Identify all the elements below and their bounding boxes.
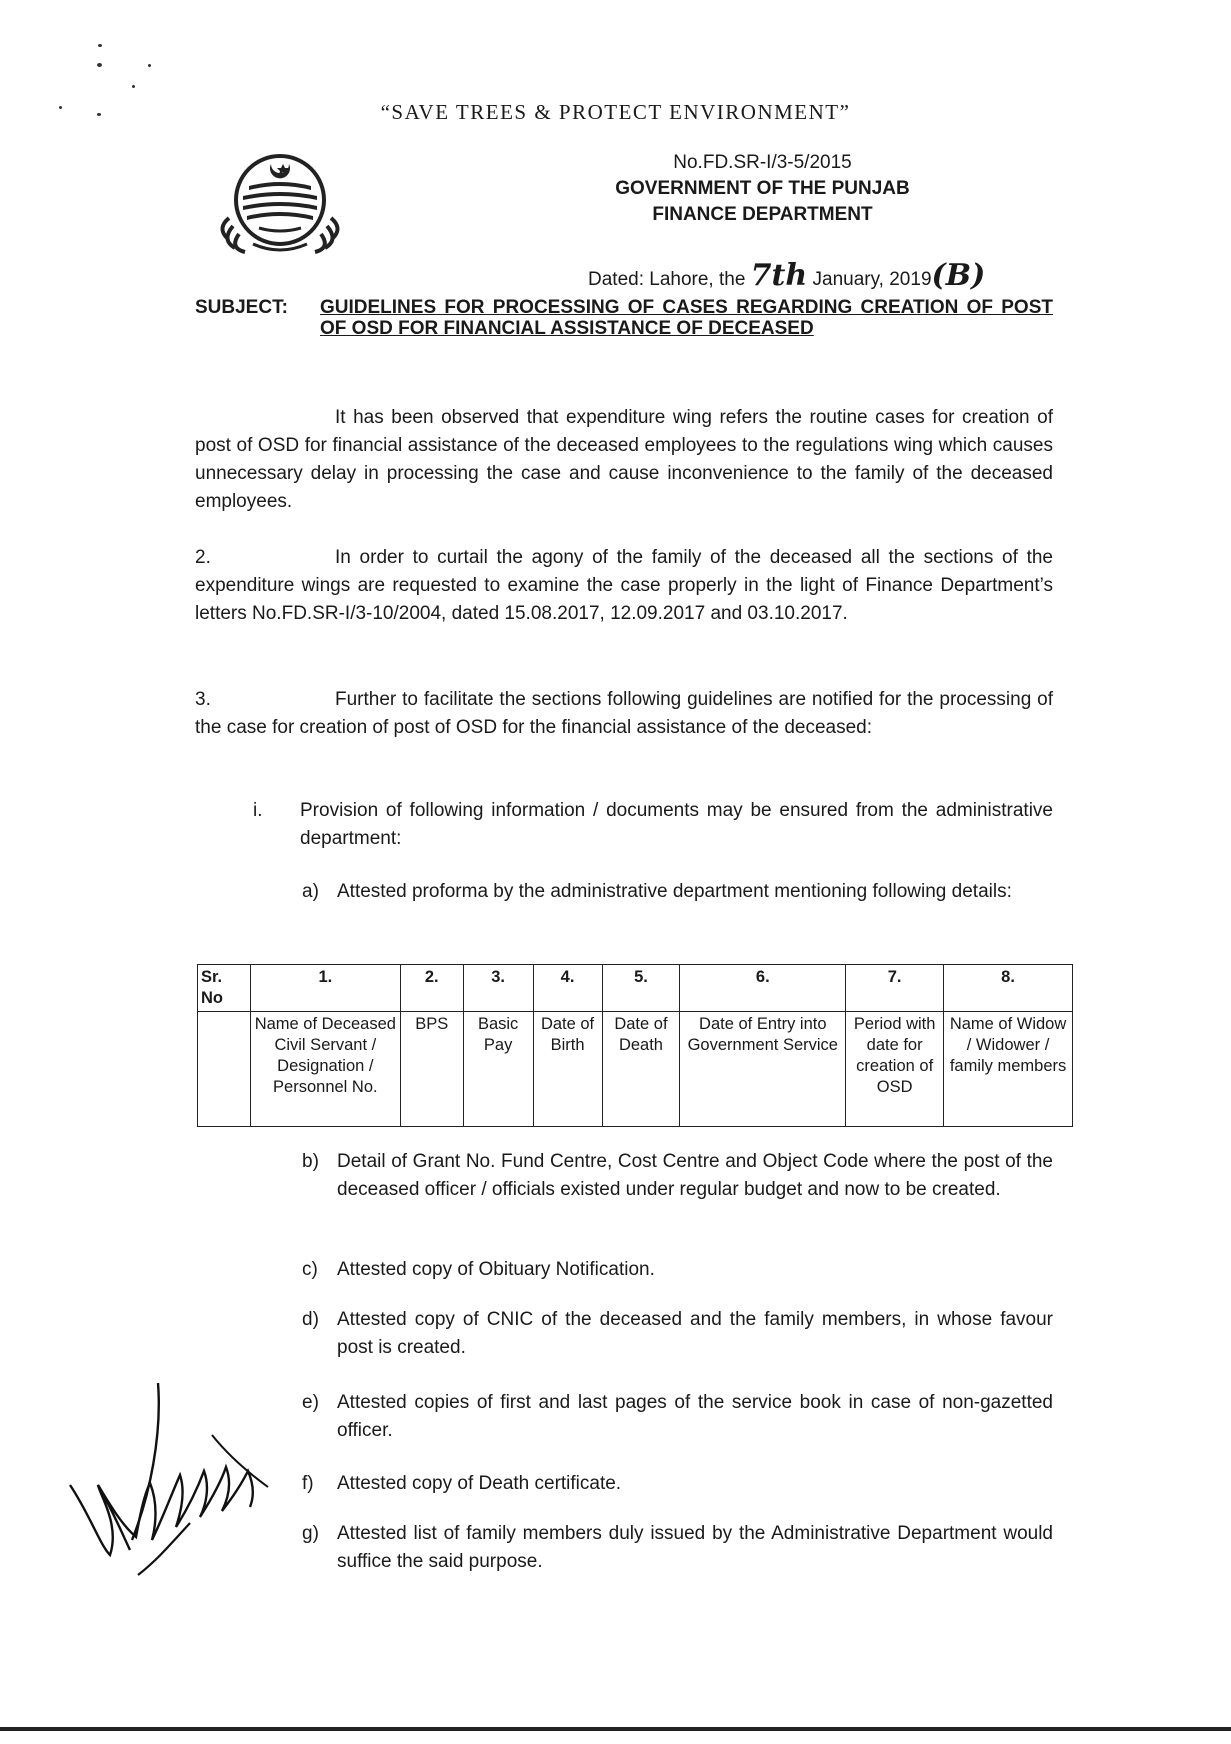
table-cell: BPS	[400, 1012, 463, 1127]
table-cell: Name of Deceased Civil Servant / Designation / Personnel No.	[250, 1012, 400, 1127]
table-header-cell: 3.	[463, 965, 533, 1012]
list-item-text: Detail of Grant No. Fund Centre, Cost Centre and Object Code where the post of the deceased officer / officials existed under regular budget and now to be created.	[337, 1151, 1053, 1200]
punjab-emblem	[213, 148, 347, 256]
table-row	[198, 1012, 1073, 1127]
list-marker: c)	[302, 1259, 318, 1280]
department-name: FINANCE DEPARTMENT	[652, 204, 873, 225]
table-header-cell: Sr. No	[198, 965, 251, 1012]
paragraph-2: 2. In order to curtail the agony of the family of the deceased all the sections of the expenditure wings are requested to examine the case properly in the light of Finance Department’s letters No.FD.SR-I/3-10/2004, dated 15.08.2017, 12.09.2017 and 03.10.2017.	[195, 547, 1053, 624]
list-marker: e)	[302, 1392, 319, 1413]
guideline-i-text: Provision of following information / documents may be ensured from the administrative department:	[300, 800, 1053, 849]
handwritten-suffix: (B)	[931, 258, 986, 293]
reference-number: No.FD.SR-I/3-5/2015	[673, 152, 852, 173]
list-item-text: Attested copy of Obituary Notification.	[337, 1259, 655, 1280]
table-cell	[198, 1012, 251, 1127]
guideline-i-marker: i.	[253, 800, 263, 821]
list-marker: b)	[302, 1151, 319, 1172]
month-year: January, 2019	[812, 269, 932, 290]
table-header-cell: 2.	[400, 965, 463, 1012]
subject-label: SUBJECT:	[195, 297, 288, 318]
scan-speck	[148, 64, 151, 67]
table-cell: Basic Pay	[463, 1012, 533, 1127]
table-header-cell: 1.	[250, 965, 400, 1012]
table-header-cell: 5.	[602, 965, 680, 1012]
bottom-scan-edge	[0, 1727, 1231, 1731]
table-cell: Date of Entry into Government Service	[680, 1012, 846, 1127]
list-marker: a)	[302, 881, 319, 902]
motto: “SAVE TREES & PROTECT ENVIRONMENT”	[380, 100, 851, 124]
proforma-table	[197, 964, 1073, 1127]
list-item-a	[302, 878, 1053, 906]
table-cell: Period with date for creation of OSD	[846, 1012, 944, 1127]
handwritten-signature	[40, 1375, 275, 1580]
list-item-text: Attested list of family members duly issued by the Administrative Department would suffice the said purpose.	[337, 1523, 1053, 1572]
table-cell: Date of Birth	[533, 1012, 602, 1127]
guideline-i	[253, 797, 1053, 853]
list-item-d	[302, 1306, 1053, 1362]
scan-speck	[97, 63, 102, 67]
paragraph-1: It has been observed that expenditure wing refers the routine cases for creation of post of OSD for financial assistance of the deceased employees to the regulations wing which causes unnecessary delay in processing the case and cause inconvenience to the family of the deceased employees.	[195, 407, 1053, 512]
handwritten-day: 7th	[750, 258, 808, 293]
table-cell: Name of Widow / Widower / family members	[944, 1012, 1073, 1127]
table-header-cell: 8.	[944, 965, 1073, 1012]
list-item-c	[302, 1256, 1053, 1284]
list-item-g	[302, 1520, 1053, 1576]
list-item-text: Attested copies of first and last pages of the service book in case of non-gazetted officer.	[337, 1392, 1053, 1441]
list-item-f	[302, 1470, 1053, 1498]
subject-text: GUIDELINES FOR PROCESSING OF CASES REGARDING CREATION OF POST OF OSD FOR FINANCIAL ASSISTANCE OF DECEASED	[320, 297, 1053, 339]
table-header-cell: 6.	[680, 965, 846, 1012]
list-item-b	[302, 1148, 1053, 1204]
table-header-row	[198, 965, 1073, 1012]
dated-prefix: Dated: Lahore, the	[588, 269, 746, 290]
list-item-text: Attested copy of CNIC of the deceased and the family members, in whose favour post is created.	[337, 1309, 1053, 1358]
list-marker: d)	[302, 1309, 319, 1330]
paragraph-3: 3. Further to facilitate the sections following guidelines are notified for the processing of the case for creation of post of OSD for the financial assistance of the deceased:	[195, 689, 1053, 738]
scan-speck	[98, 44, 102, 47]
table-header-cell: 7.	[846, 965, 944, 1012]
date-line	[588, 258, 985, 293]
list-marker: f)	[302, 1473, 314, 1494]
table-cell: Date of Death	[602, 1012, 680, 1127]
list-marker: g)	[302, 1523, 319, 1544]
table-header-cell: 4.	[533, 965, 602, 1012]
list-item-text: Attested copy of Death certificate.	[337, 1473, 622, 1494]
list-item-e	[302, 1389, 1053, 1445]
scan-speck	[132, 85, 135, 88]
list-item-text: Attested proforma by the administrative department mentioning following details:	[337, 881, 1012, 902]
government-name: GOVERNMENT OF THE PUNJAB	[615, 178, 910, 199]
